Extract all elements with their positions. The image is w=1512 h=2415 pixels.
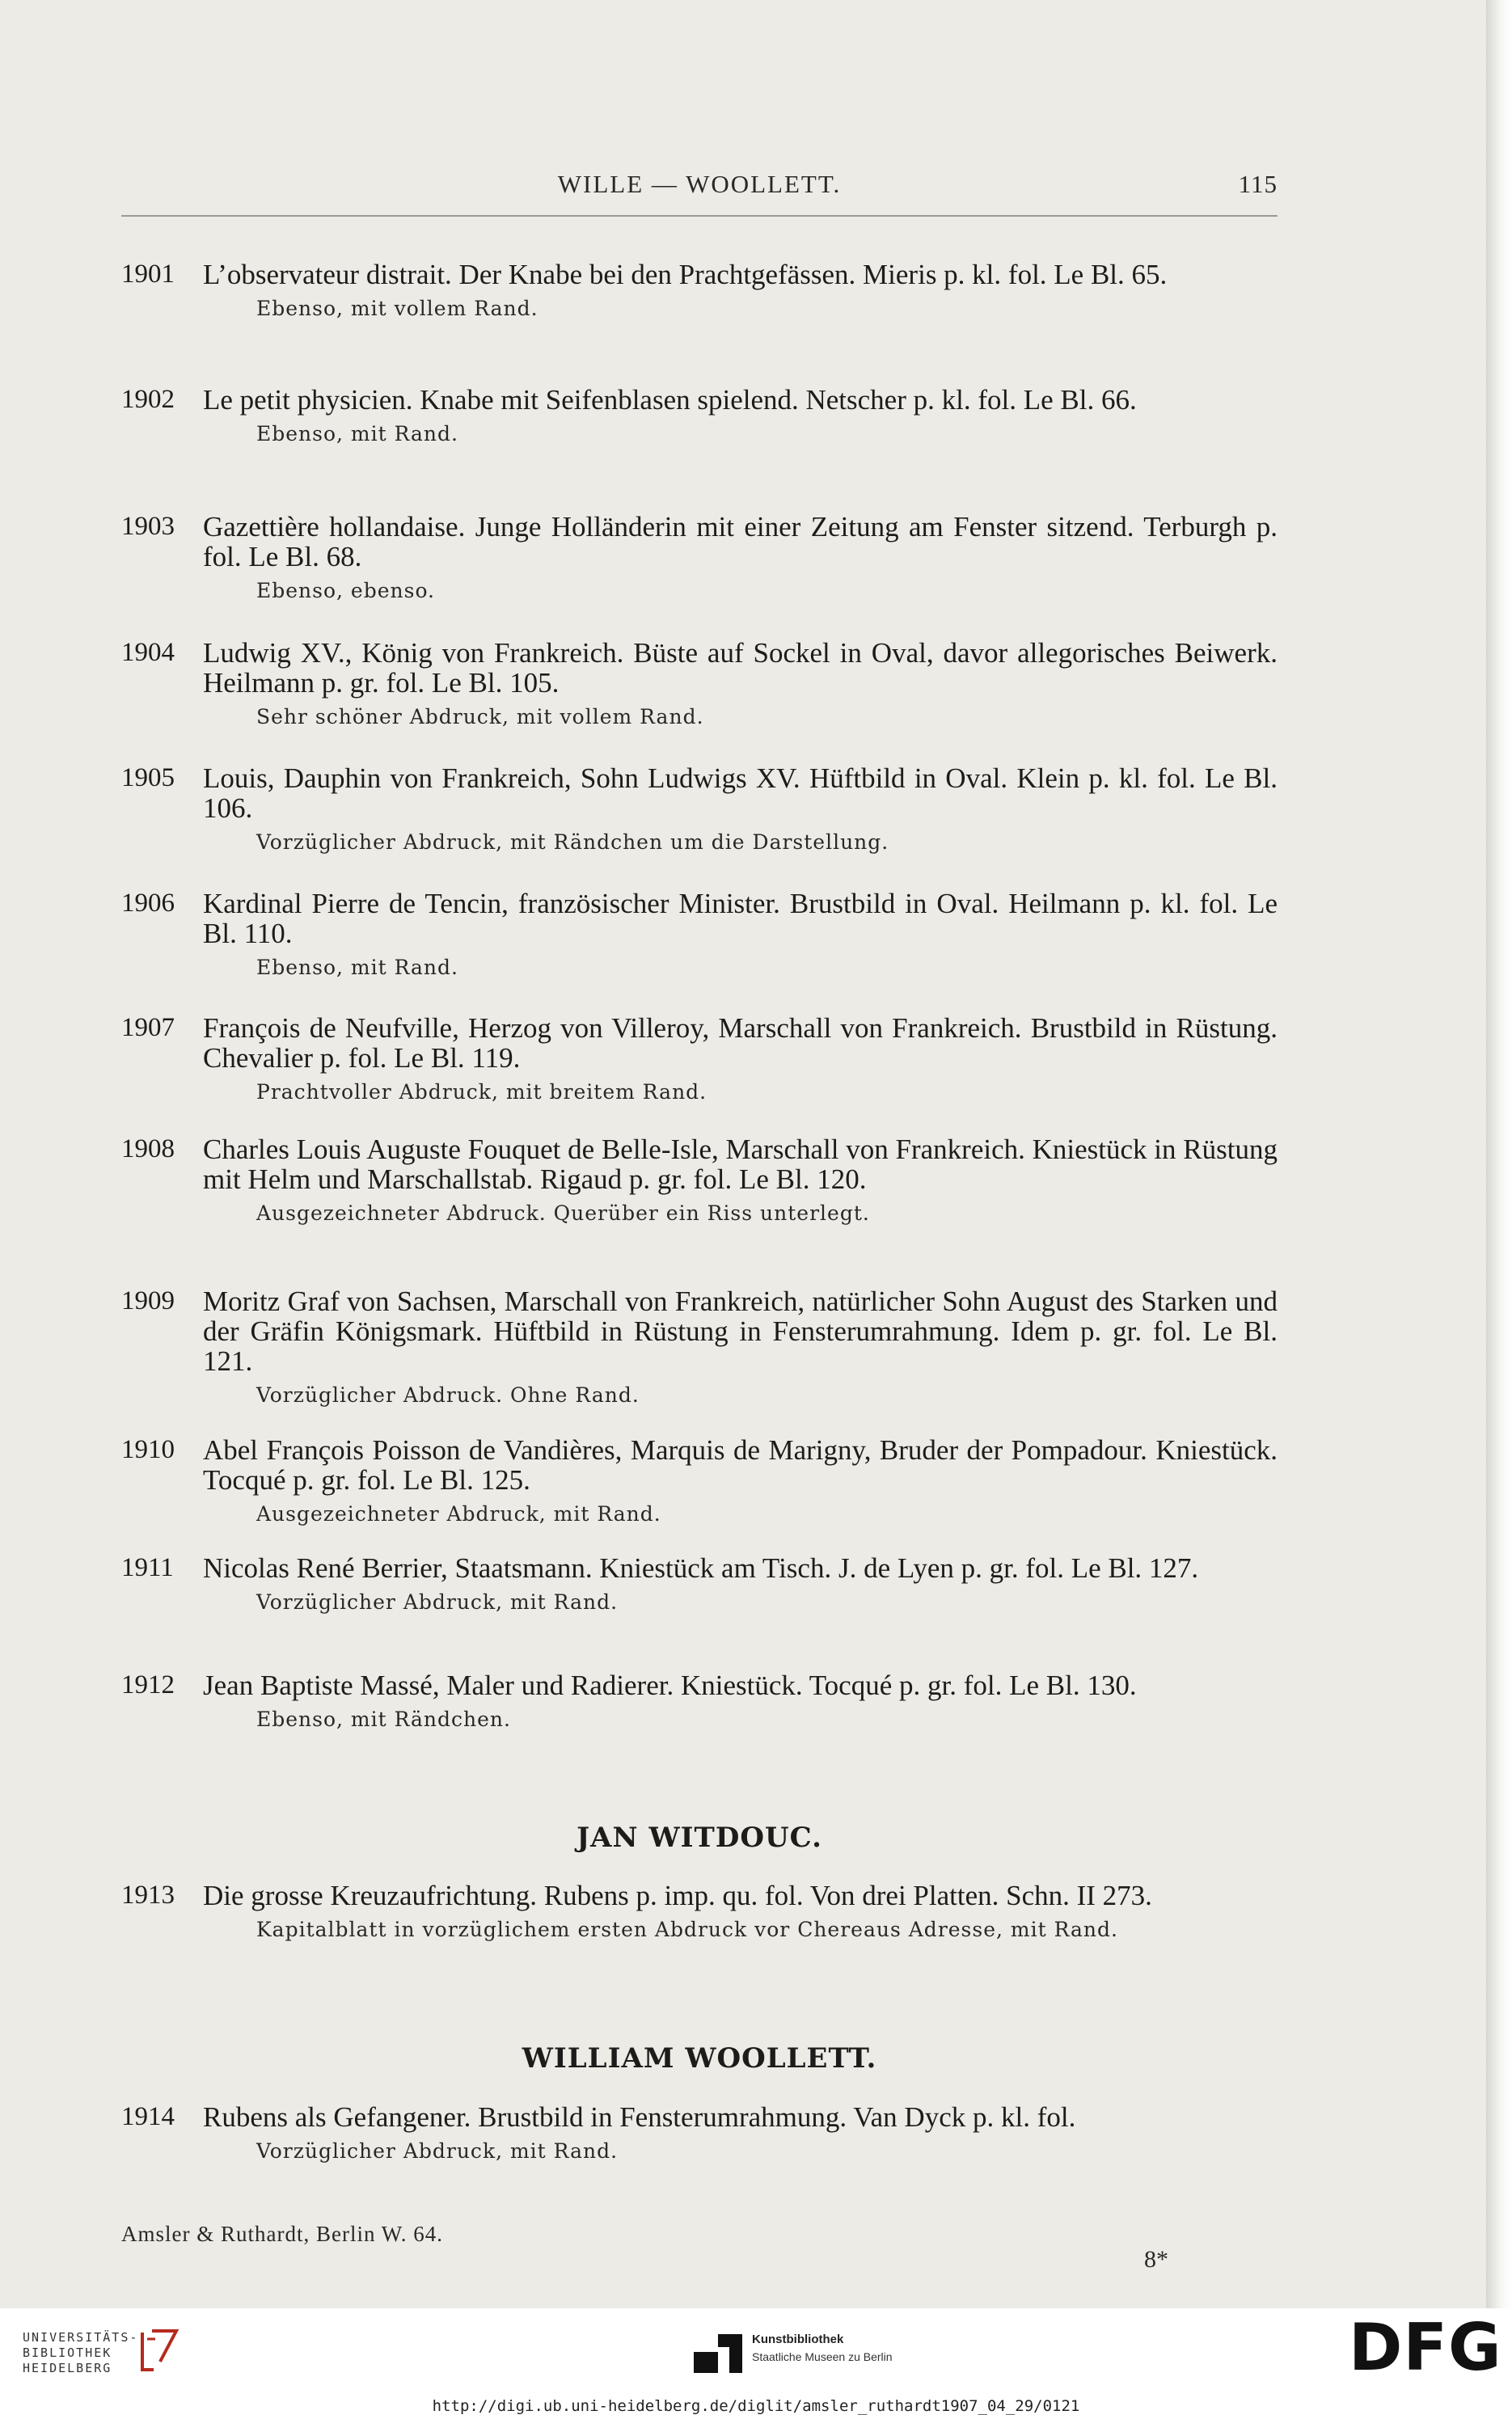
entry-note: Vorzüglicher Abdruck, mit Rand. xyxy=(256,2139,619,2163)
entry-note: Vorzüglicher Abdruck. Ohne Rand. xyxy=(256,1383,640,1407)
entry-description: François de Neufville, Herzog von Villeroy, Marschall von Frankreich. Brustbild in Rüstung. Chevalier p. fol. Le Bl. 119. xyxy=(203,1012,1278,1074)
entry-description: Charles Louis Auguste Fouquet de Belle-Isle, Marschall von Frankreich. Kniestück in Rüstung mit Helm und Marschallstab. Rigaud p. gr. fol. Le Bl. 120. xyxy=(203,1134,1278,1195)
entry-note: Vorzüglicher Abdruck, mit Rand. xyxy=(256,1590,619,1614)
entry-number: 1913 xyxy=(121,1881,175,1910)
logo-bar xyxy=(0,2308,1512,2397)
catalog-entry xyxy=(121,1670,1278,1731)
entry-number: 1906 xyxy=(121,889,175,918)
section-heading-witdouc: JAN WITDOUC. xyxy=(577,1822,822,1854)
dfg-logo[interactable]: DFG xyxy=(1349,2310,1502,2385)
catalog-entry xyxy=(121,512,1278,602)
kunstbibliothek-name: Kunstbibliothek xyxy=(752,2333,844,2346)
source-url[interactable]: http://digi.ub.uni-heidelberg.de/diglit/amsler_ruthardt1907_04_29/0121 xyxy=(432,2397,1080,2415)
entry-description: Moritz Graf von Sachsen, Marschall von Frankreich, natürlicher Sohn August des Starken und der Gräfin Königsmark. Hüftbild in Rüstung in Fensterumrahmung. Idem p. gr. fol. Le Bl. 121. xyxy=(203,1286,1278,1377)
entry-note: Ausgezeichneter Abdruck. Querüber ein Riss unterlegt. xyxy=(256,1201,870,1225)
catalog-entry xyxy=(121,1013,1278,1104)
entry-note: Ausgezeichneter Abdruck, mit Rand. xyxy=(256,1502,661,1526)
entry-number: 1914 xyxy=(121,2102,175,2131)
catalog-entry xyxy=(121,385,1278,445)
entry-number: 1909 xyxy=(121,1286,175,1315)
entry-note: Vorzüglicher Abdruck, mit Rändchen um die Darstellung. xyxy=(256,830,889,854)
catalog-entry xyxy=(121,2102,1278,2163)
entry-number: 1907 xyxy=(121,1013,175,1042)
university-line: UNIVERSITÄTS- xyxy=(23,2330,139,2345)
entry-description: Ludwig XV., König von Frankreich. Büste auf Sockel in Oval, davor allegorisches Beiwerk. Heilmann p. gr. fol. Le Bl. 105. xyxy=(203,637,1278,699)
catalog-entry xyxy=(121,1881,1278,1941)
university-library-logo-icon[interactable] xyxy=(136,2324,183,2376)
sheet-signature: 8* xyxy=(1144,2246,1168,2273)
entry-description: Le petit physicien. Knabe mit Seifenblasen spielend. Netscher p. kl. fol. Le Bl. 66. xyxy=(203,384,1137,416)
entry-number: 1904 xyxy=(121,638,175,667)
entry-note: Ebenso, mit Rändchen. xyxy=(256,1708,511,1731)
catalog-entry xyxy=(121,638,1278,728)
catalog-entry xyxy=(121,763,1278,854)
entry-note: Sehr schöner Abdruck, mit vollem Rand. xyxy=(256,705,704,728)
running-title: WILLE — WOOLLETT. xyxy=(557,170,842,198)
catalog-entry xyxy=(121,1435,1278,1526)
entry-note: Ebenso, ebenso. xyxy=(256,579,436,602)
entry-number: 1902 xyxy=(121,385,175,414)
page-number: 115 xyxy=(1238,170,1278,198)
entry-description: Kardinal Pierre de Tencin, französischer Minister. Brustbild in Oval. Heilmann p. kl. fol. Le Bl. 110. xyxy=(203,888,1278,949)
entry-number: 1908 xyxy=(121,1134,175,1163)
printer-imprint: Amsler & Ruthardt, Berlin W. 64. xyxy=(121,2222,443,2246)
entry-description: Gazettière hollandaise. Junge Holländerin mit einer Zeitung am Fenster sitzend. Terburgh p. fol. Le Bl. 68. xyxy=(203,511,1278,572)
entry-number: 1912 xyxy=(121,1670,175,1699)
catalog-entry xyxy=(121,1553,1278,1614)
catalog-entry xyxy=(121,889,1278,979)
entry-description: Rubens als Gefangener. Brustbild in Fensterumrahmung. Van Dyck p. kl. fol. xyxy=(203,2101,1076,2133)
running-header xyxy=(121,168,1278,209)
catalog-entry xyxy=(121,260,1278,320)
entry-number: 1901 xyxy=(121,260,175,289)
entry-note: Ebenso, mit Rand. xyxy=(256,422,458,445)
kunstbibliothek-subtitle: Staatliche Museen zu Berlin xyxy=(752,2350,893,2363)
university-line: HEIDELBERG xyxy=(23,2361,112,2375)
entry-description: Die grosse Kreuzaufrichtung. Rubens p. imp. qu. fol. Von drei Platten. Schn. II 273. xyxy=(203,1880,1152,1911)
entry-note: Ebenso, mit Rand. xyxy=(256,956,458,979)
catalog-entry xyxy=(121,1134,1278,1225)
header-rule xyxy=(121,215,1278,217)
page-edge xyxy=(1486,0,1512,2308)
section-heading-woollett: WILLIAM WOOLLETT. xyxy=(522,2042,877,2075)
entry-note: Prachtvoller Abdruck, mit breitem Rand. xyxy=(256,1080,707,1104)
entry-description: L’observateur distrait. Der Knabe bei den Prachtgefässen. Mieris p. kl. fol. Le Bl. 65. xyxy=(203,259,1168,290)
entry-description: Jean Baptiste Massé, Maler und Radierer. Kniestück. Tocqué p. gr. fol. Le Bl. 130. xyxy=(203,1670,1137,1701)
entry-description: Nicolas René Berrier, Staatsmann. Kniestück am Tisch. J. de Lyen p. gr. fol. Le Bl. 127. xyxy=(203,1552,1199,1584)
entry-number: 1905 xyxy=(121,763,175,792)
entry-note: Ebenso, mit vollem Rand. xyxy=(256,297,538,320)
university-line: BIBLIOTHEK xyxy=(23,2345,112,2360)
entry-number: 1903 xyxy=(121,512,175,541)
kunstbibliothek-logo-icon[interactable] xyxy=(694,2334,742,2373)
entry-description: Louis, Dauphin von Frankreich, Sohn Ludwigs XV. Hüftbild in Oval. Klein p. kl. fol. Le Bl. 106. xyxy=(203,762,1278,824)
entry-number: 1911 xyxy=(121,1553,174,1582)
entry-description: Abel François Poisson de Vandières, Marquis de Marigny, Bruder der Pompadour. Kniestück. Tocqué p. gr. fol. Le Bl. 125. xyxy=(203,1434,1278,1496)
catalog-entry xyxy=(121,1286,1278,1407)
entry-note: Kapitalblatt in vorzüglichem ersten Abdruck vor Chereaus Adresse, mit Rand. xyxy=(256,1918,1118,1941)
entry-number: 1910 xyxy=(121,1435,175,1464)
